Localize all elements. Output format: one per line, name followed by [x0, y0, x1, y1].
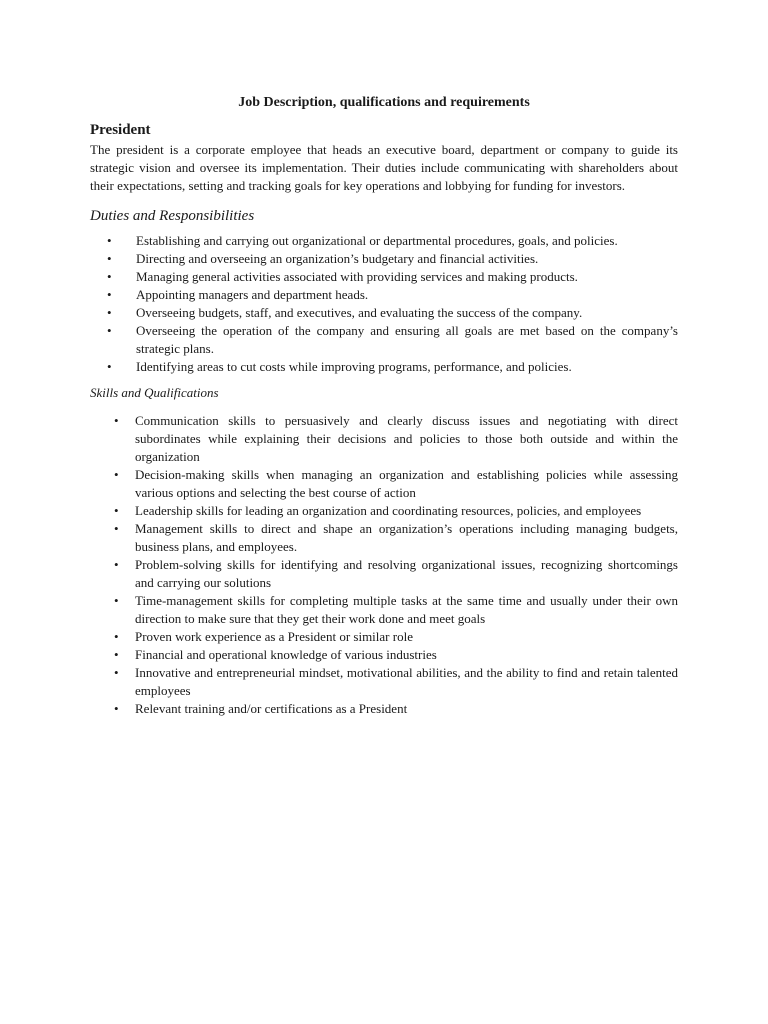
duty-item [107, 358, 678, 376]
duty-text: Managing general activities associated with providing services and making products. [136, 269, 578, 284]
duties-list [90, 232, 678, 376]
bullet-icon: • [107, 251, 112, 266]
skill-item [114, 664, 678, 700]
skill-item [114, 700, 678, 718]
bullet-icon: • [114, 629, 119, 644]
bullet-icon: • [114, 467, 119, 482]
duty-text: Directing and overseeing an organization’s budgetary and financial activities. [136, 251, 539, 266]
skill-text: Relevant training and/or certifications as a President [135, 701, 408, 716]
bullet-icon: • [107, 305, 112, 320]
duties-heading: Duties and Responsibilities [90, 208, 255, 224]
skill-text: Problem-solving skills for identifying and resolving organizational issues, recognizing shortcomings and carrying our solutions [135, 557, 678, 590]
duty-item [107, 304, 678, 322]
bullet-icon: • [114, 503, 119, 518]
duty-text: Identifying areas to cut costs while improving programs, performance, and policies. [136, 359, 572, 374]
bullet-icon: • [114, 647, 119, 662]
skill-item [114, 520, 678, 556]
skill-text: Financial and operational knowledge of various industries [135, 647, 437, 662]
skill-item [114, 412, 678, 466]
duty-item [107, 286, 678, 304]
skill-item [114, 556, 678, 592]
bullet-icon: • [107, 233, 112, 248]
skill-text: Communication skills to persuasively and clearly discuss issues and negotiating with direct subordinates while explaining their decisions and policies to those both outside and within the organization [135, 413, 678, 464]
skill-item [114, 628, 678, 646]
bullet-icon: • [114, 557, 119, 572]
skill-item [114, 502, 678, 520]
intro-paragraph: The president is a corporate employee that heads an executive board, department or company to guide its strategic vision and oversee its implementation. Their duties include communicating with shareholders about their expectations, setting and tracking goals for key operations and lobbying for funding for investors. [90, 142, 678, 193]
bullet-icon: • [114, 701, 119, 716]
bullet-icon: • [107, 323, 112, 338]
duty-text: Establishing and carrying out organizational or departmental procedures, goals, and policies. [136, 233, 618, 248]
bullet-icon: • [114, 413, 119, 428]
skill-text: Innovative and entrepreneurial mindset, motivational abilities, and the ability to find and retain talented employees [135, 665, 678, 698]
skill-item [114, 646, 678, 664]
skill-text: Leadership skills for leading an organization and coordinating resources, policies, and employees [135, 503, 642, 518]
bullet-icon: • [107, 287, 112, 302]
bullet-icon: • [114, 665, 119, 680]
skill-text: Decision-making skills when managing an organization and establishing policies while assessing various options and selecting the best course of action [135, 467, 678, 500]
skill-item [114, 592, 678, 628]
bullet-icon: • [114, 593, 119, 608]
skill-item [114, 466, 678, 502]
duty-text: Overseeing the operation of the company and ensuring all goals are met based on the company’s strategic plans. [136, 323, 678, 356]
duty-item [107, 250, 678, 268]
role-heading: President [90, 122, 151, 138]
duty-text: Overseeing budgets, staff, and executives, and evaluating the success of the company. [136, 305, 583, 320]
skills-list [90, 412, 678, 718]
bullet-icon: • [107, 359, 112, 374]
duty-item [107, 268, 678, 286]
duty-text: Appointing managers and department heads. [136, 287, 369, 302]
document-title: Job Description, qualifications and requirements [238, 95, 530, 110]
skill-text: Management skills to direct and shape an organization’s operations including managing budgets, business plans, and employees. [135, 521, 678, 554]
duty-item [107, 232, 678, 250]
skills-heading: Skills and Qualifications [90, 385, 219, 400]
skill-text: Proven work experience as a President or similar role [135, 629, 413, 644]
bullet-icon: • [114, 521, 119, 536]
bullet-icon: • [107, 269, 112, 284]
duty-item [107, 322, 678, 358]
skill-text: Time-management skills for completing multiple tasks at the same time and usually under their own direction to make sure that they get their work done and meet goals [135, 593, 678, 626]
